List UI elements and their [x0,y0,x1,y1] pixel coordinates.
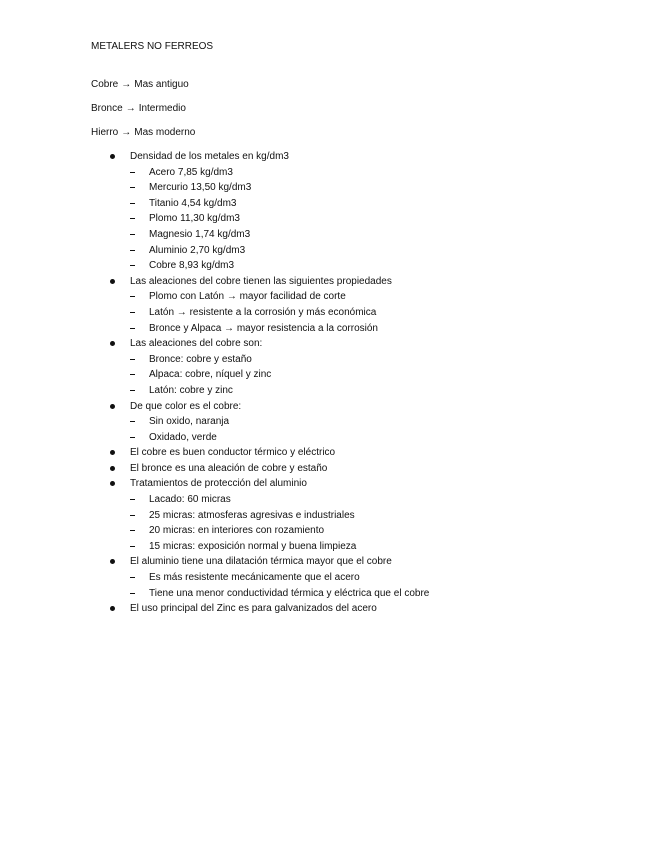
bullet-dot-icon [110,466,115,471]
sub-item [0,571,655,587]
dash-bullet-icon [130,374,135,375]
dash-bullet-icon [130,296,135,297]
bullet-item [0,275,655,291]
dash-bullet-icon [130,312,135,313]
sub-item-text: Oxidado, verde [149,431,217,443]
sub-item [0,509,655,525]
sub-item [0,587,655,603]
sub-item [0,322,655,338]
dash-bullet-icon [130,421,135,422]
bullet-text: El aluminio tiene una dilatación térmica mayor que el cobre [130,556,392,568]
dash-bullet-icon [130,218,135,219]
bullet-item [0,400,655,416]
sub-item-text: Lacado: 60 micras [149,494,231,506]
dash-bullet-icon [130,203,135,204]
sub-item-text: Aluminio 2,70 kg/dm3 [149,244,246,256]
era-label: Intermedio [138,103,186,114]
dash-bullet-icon [130,499,135,500]
sub-item [0,212,655,228]
bullet-dot-icon [110,341,115,346]
dash-bullet-icon [130,234,135,235]
sub-item [0,431,655,447]
sub-item-text: Bronce y Alpaca → mayor resistencia a la corrosión [149,322,378,334]
sub-item-text: Mercurio 13,50 kg/dm3 [149,182,252,194]
bullet-text: Densidad de los metales en kg/dm3 [130,151,289,162]
dash-bullet-icon [130,546,135,547]
sub-item-text: Acero 7,85 kg/dm3 [149,166,233,178]
arrow-icon: → [125,103,136,114]
sub-item [0,290,655,306]
arrow-icon: → [121,79,132,90]
bullet-text: De que color es el cobre: [130,400,242,412]
bullet-item [0,477,655,493]
sub-item-text: Titanio 4,54 kg/dm3 [149,197,237,209]
sub-item [0,493,655,509]
bullet-item [0,337,655,353]
sub-item [0,384,655,400]
era-label: Mas moderno [134,127,196,138]
sub-item-text: Latón: cobre y zinc [149,384,233,396]
bullet-text: Las aleaciones del cobre tienen las siguientes propiedades [130,275,392,287]
sub-item [0,244,655,260]
dash-bullet-icon [130,187,135,188]
era-metal: Cobre [91,79,119,90]
sub-item-text: Magnesio 1,74 kg/dm3 [149,228,251,240]
bullet-dot-icon [110,404,115,409]
bullet-list [0,150,655,618]
sub-item [0,197,655,213]
sub-item-text: Cobre 8,93 kg/dm3 [149,260,235,272]
sub-item-text: Latón → resistente a la corrosión y más económica [149,306,377,318]
sub-item-text: Es más resistente mecánicamente que el acero [149,572,360,584]
sub-item-text: Plomo con Latón → mayor facilidad de corte [149,291,346,303]
sub-item-text: 15 micras: exposición normal y buena limpieza [149,540,357,552]
bullet-item [0,462,655,478]
dash-bullet-icon [130,359,135,360]
bullet-dot-icon [110,450,115,455]
bullet-item [0,555,655,571]
bullet-text: Tratamientos de protección del aluminio [130,478,307,490]
bullet-text: Las aleaciones del cobre son: [130,338,263,350]
bullet-text: El cobre es buen conductor térmico y eléctrico [130,447,336,459]
sub-item-text: 25 micras: atmosferas agresivas e industriales [149,509,355,521]
sub-item [0,181,655,197]
dash-bullet-icon [130,265,135,266]
sub-item [0,415,655,431]
bullet-dot-icon [110,559,115,564]
sub-item [0,306,655,322]
bullet-dot-icon [110,606,115,611]
document-title: METALERS NO FERREOS [91,41,214,52]
bullet-item [0,602,655,618]
dash-bullet-icon [130,437,135,438]
bullet-dot-icon [110,154,115,159]
dash-bullet-icon [130,328,135,329]
sub-item-text: Tiene una menor conductividad térmica y eléctrica que el cobre [149,587,430,599]
sub-item [0,166,655,182]
dash-bullet-icon [130,172,135,173]
era-metal: Bronce [91,103,123,114]
sub-item [0,368,655,384]
sub-item [0,540,655,556]
dash-bullet-icon [130,530,135,531]
sub-item [0,228,655,244]
sub-item-text: 20 micras: en interiores con rozamiento [149,525,325,537]
sub-item-text: Alpaca: cobre, níquel y zinc [149,369,272,381]
dash-bullet-icon [130,515,135,516]
bullet-item [0,150,655,166]
sub-item [0,524,655,540]
sub-item-text: Sin oxido, naranja [149,416,230,428]
era-label: Mas antiguo [134,79,189,90]
sub-item [0,353,655,369]
bullet-text: El uso principal del Zinc es para galvanizados del acero [130,603,377,615]
sub-item [0,259,655,275]
dash-bullet-icon [130,577,135,578]
bullet-item [0,446,655,462]
era-line-copper [91,78,189,91]
dash-bullet-icon [130,390,135,391]
bullet-dot-icon [110,279,115,284]
arrow-icon: → [121,127,132,138]
era-metal: Hierro [91,127,119,138]
sub-item-text: Bronce: cobre y estaño [149,353,252,365]
era-line-iron [91,126,195,139]
era-line-bronze [91,102,186,115]
dash-bullet-icon [130,593,135,594]
bullet-dot-icon [110,481,115,486]
dash-bullet-icon [130,250,135,251]
bullet-text: El bronce es una aleación de cobre y estaño [130,462,328,474]
sub-item-text: Plomo 11,30 kg/dm3 [149,213,240,225]
